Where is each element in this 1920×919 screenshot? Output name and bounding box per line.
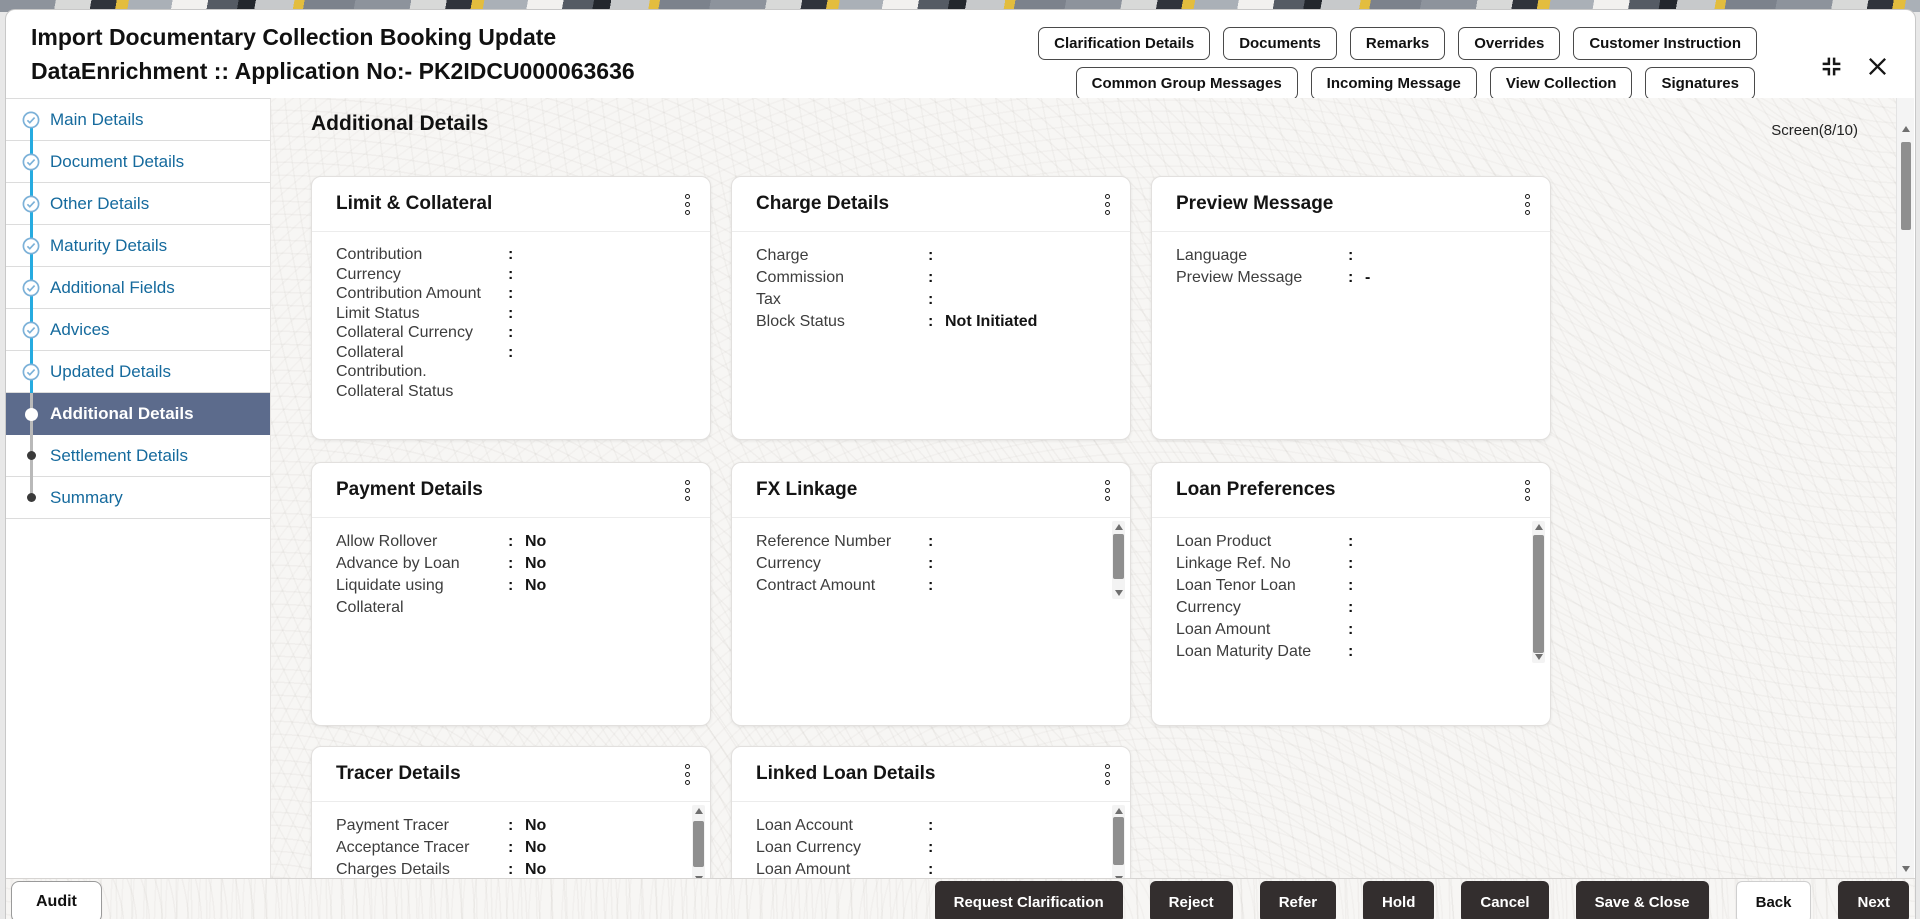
main-content <box>271 98 1898 878</box>
task-window <box>5 9 1916 919</box>
field-label: Currency <box>336 265 401 283</box>
card-preview-message <box>1151 176 1551 440</box>
field-label: Loan Maturity Date <box>1176 643 1312 660</box>
field-label: Loan Amount <box>1176 621 1271 638</box>
sidebar-item-label: Other Details <box>50 193 150 213</box>
kebab-menu-icon[interactable] <box>1521 190 1534 219</box>
card-header <box>1152 463 1550 518</box>
check-circle-icon <box>22 279 40 297</box>
scroll-up-icon[interactable] <box>1115 524 1123 530</box>
field-value: No <box>525 839 547 856</box>
field-label: Charges Details <box>336 861 450 878</box>
request-clarification-button[interactable]: Request Clarification <box>935 881 1123 919</box>
field-colon: : <box>1348 533 1354 550</box>
field-colon <box>508 362 518 382</box>
view-collection-button[interactable]: View Collection <box>1490 67 1633 100</box>
field-row <box>1176 267 1526 289</box>
pending-step-dot-icon <box>22 447 40 465</box>
field-label: Currency <box>1176 599 1241 616</box>
field-row <box>1176 597 1526 619</box>
process-steps-sidebar <box>6 98 271 878</box>
field-label: Tax <box>756 291 781 308</box>
dot <box>27 451 36 460</box>
field-label: Preview Message <box>1176 269 1303 286</box>
field-label: Contract Amount <box>756 577 876 594</box>
field-row <box>336 531 686 553</box>
kebab-dot <box>1525 210 1530 215</box>
collapse-icon[interactable] <box>1819 54 1844 79</box>
kebab-dot <box>685 488 690 493</box>
back-button[interactable]: Back <box>1736 881 1812 919</box>
field-row <box>1176 245 1526 267</box>
scrollbar-thumb[interactable] <box>1533 535 1544 653</box>
card-title: Linked Loan Details <box>756 763 936 784</box>
field-value: No <box>525 577 547 594</box>
kebab-dot <box>1105 202 1110 207</box>
sidebar-item-label: Summary <box>50 487 123 507</box>
footer-actions <box>935 881 1909 919</box>
field-colon: : <box>508 304 514 322</box>
field-label: Liquidate using <box>336 577 444 594</box>
refer-button[interactable]: Refer <box>1260 881 1336 919</box>
field-colon: : <box>508 343 514 361</box>
field-label: Block Status <box>756 313 845 330</box>
scrollbar-thumb[interactable] <box>693 821 704 867</box>
field-row <box>756 575 1106 597</box>
sidebar-item-label: Advices <box>50 319 110 339</box>
card-linked-loan-details <box>731 746 1131 878</box>
field-row <box>1176 531 1526 553</box>
kebab-dot <box>685 202 690 207</box>
sidebar-item-label: Additional Fields <box>50 277 175 297</box>
field-label: Contribution <box>336 246 423 263</box>
kebab-dot <box>685 496 690 501</box>
sidebar-item-document-details[interactable] <box>6 141 270 183</box>
field-row <box>1176 641 1526 663</box>
card-body <box>732 232 1130 333</box>
signatures-button[interactable]: Signatures <box>1645 67 1755 100</box>
sidebar-item-updated-details[interactable] <box>6 351 270 393</box>
scrollbar-thumb[interactable] <box>1113 817 1124 865</box>
card-limit-collateral <box>311 176 711 440</box>
field-colon: : <box>928 533 934 550</box>
next-button[interactable]: Next <box>1838 881 1909 919</box>
field-label: Commission <box>756 269 845 286</box>
field-colon: : <box>508 861 514 878</box>
close-icon[interactable] <box>1866 55 1889 78</box>
application-number: DataEnrichment :: Application No:- PK2IDCU000063636 <box>31 58 635 84</box>
kebab-dot <box>685 780 690 785</box>
field-colon: : <box>508 555 514 572</box>
field-label: Contribution. <box>336 363 427 380</box>
kebab-dot <box>1525 496 1530 501</box>
card-body <box>1152 232 1550 289</box>
field-colon: : <box>508 577 514 594</box>
kebab-dot <box>1525 202 1530 207</box>
card-body <box>312 232 710 401</box>
kebab-dot <box>1525 194 1530 199</box>
card-tracer-details <box>311 746 711 878</box>
kebab-dot <box>685 194 690 199</box>
pending-step-dot-icon <box>22 489 40 507</box>
card-body <box>312 518 710 619</box>
card-fx-linkage <box>731 462 1131 726</box>
card-header <box>312 747 710 802</box>
scroll-down-icon[interactable] <box>1115 590 1123 596</box>
scroll-up-icon[interactable] <box>1535 524 1543 530</box>
process-title: Import Documentary Collection Booking Update <box>31 24 557 50</box>
field-row <box>756 311 1106 333</box>
card-title: Tracer Details <box>336 763 461 784</box>
field-colon: : <box>508 265 514 283</box>
scrollbar-thumb[interactable] <box>1901 142 1911 230</box>
kebab-dot <box>1105 488 1110 493</box>
kebab-menu-icon[interactable] <box>681 760 694 789</box>
card-scrollbar[interactable] <box>692 805 705 878</box>
field-row <box>336 382 686 402</box>
kebab-dot <box>685 480 690 485</box>
field-colon: : <box>1348 643 1354 660</box>
field-colon: : <box>508 817 514 834</box>
kebab-menu-icon[interactable] <box>681 190 694 219</box>
field-value: No <box>525 533 547 550</box>
check-circle-icon <box>22 195 40 213</box>
sidebar-item-settlement-details[interactable] <box>6 435 270 477</box>
scroll-up-icon[interactable] <box>695 808 703 814</box>
check-circle-icon <box>22 111 40 129</box>
field-row <box>336 362 686 382</box>
field-colon: : <box>508 839 514 856</box>
header-button-row-1 <box>1038 27 1757 60</box>
window-controls <box>1819 54 1889 79</box>
scrollbar-thumb[interactable] <box>1113 534 1124 579</box>
field-row <box>756 267 1106 289</box>
kebab-dot <box>685 210 690 215</box>
field-colon: : <box>928 817 934 834</box>
field-label: Payment Tracer <box>336 817 449 834</box>
field-colon: : <box>928 247 934 264</box>
field-colon: : <box>928 291 934 308</box>
field-label: Acceptance Tracer <box>336 839 470 856</box>
field-label: Charge <box>756 247 809 264</box>
kebab-dot <box>1105 480 1110 485</box>
card-title: Limit & Collateral <box>336 193 493 214</box>
field-row <box>336 575 686 597</box>
common-group-messages-button[interactable]: Common Group Messages <box>1076 67 1298 100</box>
field-row <box>756 859 1106 878</box>
field-row <box>336 837 686 859</box>
sidebar-item-other-details[interactable] <box>6 183 270 225</box>
field-row <box>756 531 1106 553</box>
field-colon: : <box>928 861 934 878</box>
card-scrollbar[interactable] <box>1112 521 1125 599</box>
field-value: - <box>1365 269 1371 286</box>
sidebar-item-advices[interactable] <box>6 309 270 351</box>
card-header <box>312 463 710 518</box>
field-colon: : <box>928 269 934 286</box>
scroll-down-icon[interactable] <box>1902 866 1910 872</box>
card-scrollbar[interactable] <box>1532 521 1545 663</box>
field-row <box>756 289 1106 311</box>
remarks-button[interactable]: Remarks <box>1350 27 1445 60</box>
card-body <box>1152 518 1550 663</box>
kebab-dot <box>1525 488 1530 493</box>
field-colon: : <box>1348 555 1354 572</box>
kebab-dot <box>685 764 690 769</box>
field-row <box>756 815 1106 837</box>
kebab-dot <box>1105 210 1110 215</box>
field-row <box>336 304 686 324</box>
check-circle-icon <box>22 363 40 381</box>
field-label: Loan Amount <box>756 861 851 878</box>
card-header <box>732 747 1130 802</box>
field-value: No <box>525 861 547 878</box>
field-row <box>336 597 686 619</box>
field-colon: : <box>928 839 934 856</box>
field-label: Limit Status <box>336 304 420 322</box>
card-title: Loan Preferences <box>1176 479 1336 500</box>
dot <box>27 493 36 502</box>
field-colon <box>508 382 518 402</box>
main-scrollbar[interactable] <box>1896 98 1914 878</box>
field-row <box>336 343 686 363</box>
field-colon: : <box>1348 247 1354 264</box>
field-colon: : <box>508 324 514 341</box>
field-label: Contribution Amount <box>336 285 481 302</box>
kebab-dot <box>1105 780 1110 785</box>
field-colon: : <box>1348 577 1354 594</box>
kebab-dot <box>1105 496 1110 501</box>
kebab-menu-icon[interactable] <box>1101 190 1114 219</box>
card-body <box>312 802 710 878</box>
footer-bar <box>6 878 1916 919</box>
card-charge-details <box>731 176 1131 440</box>
field-value: Not Initiated <box>945 313 1038 330</box>
card-body <box>732 802 1130 878</box>
field-label: Loan Tenor Loan <box>1176 577 1296 594</box>
card-header <box>1152 177 1550 232</box>
sidebar-item-label: Updated Details <box>50 361 171 381</box>
sidebar-item-main-details[interactable] <box>6 99 270 141</box>
field-row <box>756 553 1106 575</box>
kebab-dot <box>1105 194 1110 199</box>
field-row <box>336 553 686 575</box>
card-title: Charge Details <box>756 193 890 214</box>
card-title: Payment Details <box>336 479 483 500</box>
clarification-details-button[interactable]: Clarification Details <box>1038 27 1210 60</box>
check-circle-icon <box>22 321 40 339</box>
scroll-up-icon[interactable] <box>1902 126 1910 132</box>
kebab-dot <box>1525 480 1530 485</box>
customer-instruction-button[interactable]: Customer Instruction <box>1573 27 1757 60</box>
reject-button[interactable]: Reject <box>1150 881 1233 919</box>
scroll-up-icon[interactable] <box>1115 808 1123 814</box>
field-label: Advance by Loan <box>336 555 460 572</box>
field-label: Reference Number <box>756 533 892 550</box>
sidebar-item-maturity-details[interactable] <box>6 225 270 267</box>
card-title: Preview Message <box>1176 193 1334 214</box>
sidebar-item-label: Document Details <box>50 151 185 171</box>
card-header <box>732 177 1130 232</box>
kebab-menu-icon[interactable] <box>681 476 694 505</box>
documents-button[interactable]: Documents <box>1223 27 1337 60</box>
kebab-menu-icon[interactable] <box>1521 476 1534 505</box>
cancel-button[interactable]: Cancel <box>1461 881 1548 919</box>
kebab-dot <box>685 772 690 777</box>
kebab-dot <box>1105 764 1110 769</box>
field-row <box>336 323 686 343</box>
field-label: Loan Product <box>1176 533 1272 550</box>
overrides-button[interactable]: Overrides <box>1458 27 1560 60</box>
field-row <box>1176 553 1526 575</box>
field-label: Language <box>1176 247 1248 264</box>
card-title: FX Linkage <box>756 479 858 500</box>
field-row <box>336 284 686 304</box>
card-scrollbar[interactable] <box>1112 805 1125 878</box>
field-value: No <box>525 555 547 572</box>
field-colon: : <box>928 555 934 572</box>
field-row <box>336 815 686 837</box>
field-label: Collateral <box>336 343 404 361</box>
field-row <box>756 245 1106 267</box>
window-title <box>31 20 635 88</box>
field-label: Currency <box>756 555 821 572</box>
sidebar-item-additional-fields[interactable] <box>6 267 270 309</box>
hold-button[interactable]: Hold <box>1363 881 1434 919</box>
field-colon: : <box>1348 621 1354 638</box>
sidebar-item-label: Settlement Details <box>50 445 188 465</box>
field-colon: : <box>508 246 514 263</box>
sidebar-item-label: Maturity Details <box>50 235 168 255</box>
field-colon: : <box>928 313 934 330</box>
card-loan-preferences <box>1151 462 1551 726</box>
field-row <box>1176 619 1526 641</box>
field-colon: : <box>508 285 514 302</box>
field-colon: : <box>928 577 934 594</box>
incoming-message-button[interactable]: Incoming Message <box>1311 67 1477 100</box>
field-colon: : <box>1348 269 1354 286</box>
field-row <box>336 245 686 265</box>
audit-button[interactable]: Audit <box>11 881 102 919</box>
check-circle-icon <box>22 153 40 171</box>
sidebar-item-summary[interactable] <box>6 477 270 519</box>
save-close-button[interactable]: Save & Close <box>1576 881 1709 919</box>
header-button-row-2 <box>1076 67 1755 100</box>
field-row <box>1176 575 1526 597</box>
field-label: Collateral Currency <box>336 324 473 341</box>
scroll-down-icon[interactable] <box>1535 654 1543 660</box>
field-row <box>336 265 686 285</box>
kebab-dot <box>1105 772 1110 777</box>
field-label: Collateral <box>336 599 404 616</box>
card-body <box>732 518 1130 597</box>
field-label: Allow Rollover <box>336 533 438 550</box>
sidebar-item-label: Additional Details <box>50 404 194 423</box>
field-label: Linkage Ref. No <box>1176 555 1291 572</box>
kebab-menu-icon[interactable] <box>1101 476 1114 505</box>
field-colon: : <box>508 533 514 550</box>
field-row <box>756 837 1106 859</box>
field-row <box>336 859 686 878</box>
sidebar-item-label: Main Details <box>50 109 144 129</box>
field-label: Loan Currency <box>756 839 861 856</box>
page-title: Additional Details <box>311 112 489 135</box>
card-payment-details <box>311 462 711 726</box>
field-label: Loan Account <box>756 817 853 834</box>
check-circle-icon <box>22 237 40 255</box>
current-step-dot-icon <box>22 405 40 423</box>
screen-counter: Screen(8/10) <box>1771 122 1858 139</box>
dot <box>25 408 38 421</box>
sidebar-item-additional-details[interactable] <box>6 393 270 435</box>
kebab-menu-icon[interactable] <box>1101 760 1114 789</box>
field-label: Collateral Status <box>336 382 454 400</box>
card-header <box>312 177 710 232</box>
field-colon: : <box>1348 599 1354 616</box>
card-header <box>732 463 1130 518</box>
field-value: No <box>525 817 547 834</box>
field-colon <box>508 597 518 619</box>
